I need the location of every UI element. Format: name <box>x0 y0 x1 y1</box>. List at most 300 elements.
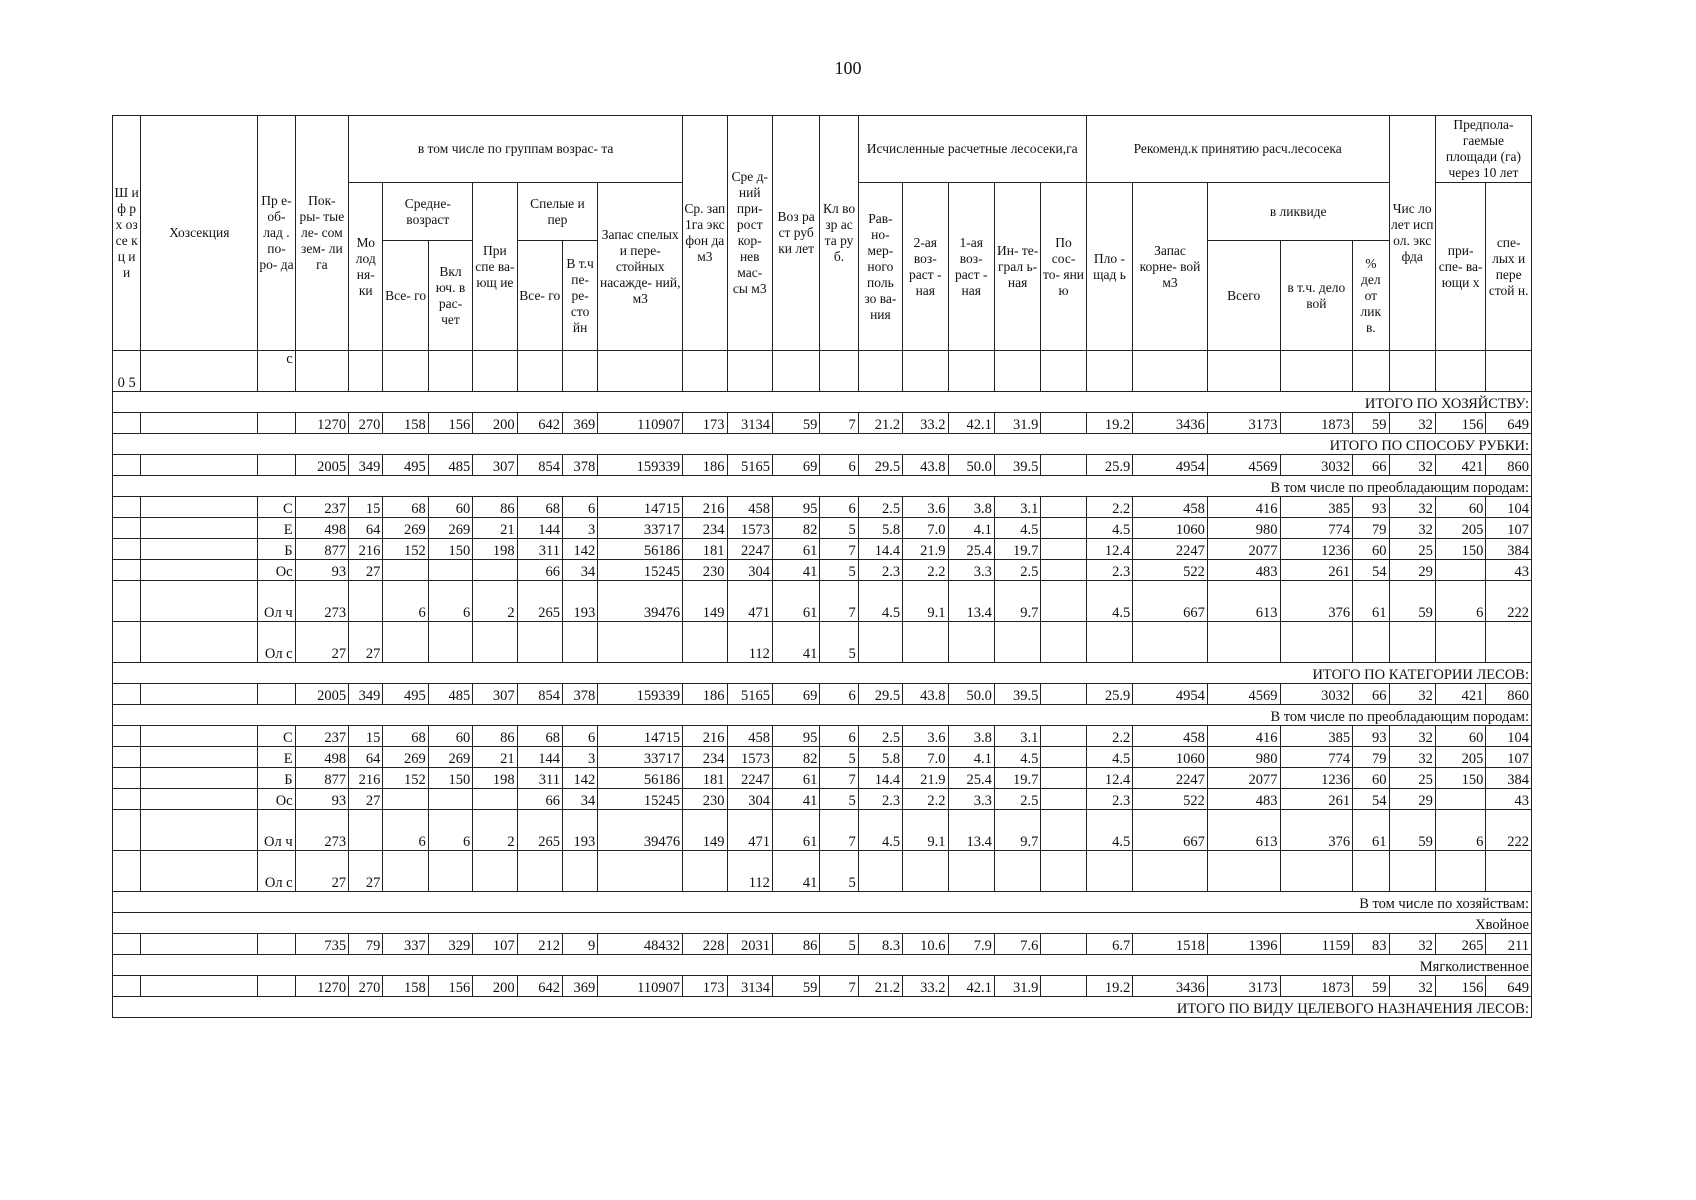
header-chislo-let: Чис ло лет исп ол. экс фда <box>1389 116 1435 351</box>
section-label: В том числе по преобладающим породам: <box>113 705 1532 726</box>
table-cell <box>141 622 258 663</box>
table-cell <box>1133 851 1208 892</box>
table-cell: 110907 <box>598 976 683 997</box>
table-cell: 152 <box>383 768 428 789</box>
header-likvid-delovoy: в т.ч. дело вой <box>1280 241 1353 351</box>
table-cell: 7 <box>820 413 858 434</box>
table-cell: 6 <box>383 581 428 622</box>
table-cell: 1236 <box>1280 768 1353 789</box>
table-cell: 265 <box>1435 934 1485 955</box>
species-cell <box>258 455 295 476</box>
header-po-sostoyaniyu: По сос- то- яни ю <box>1041 183 1086 351</box>
table-cell: 59 <box>1353 976 1389 997</box>
code-poroda: с <box>258 351 295 392</box>
table-cell <box>349 810 383 851</box>
table-cell: 198 <box>473 539 517 560</box>
table-cell: 1873 <box>1280 976 1353 997</box>
table-cell <box>1041 976 1086 997</box>
table-cell: 2247 <box>1133 539 1208 560</box>
table-cell: 273 <box>295 810 348 851</box>
table-cell: 485 <box>428 455 472 476</box>
table-cell: 59 <box>1353 413 1389 434</box>
page-number: 100 <box>834 58 862 78</box>
table-cell: 1060 <box>1133 747 1208 768</box>
table-cell: 378 <box>562 455 597 476</box>
table-row <box>113 539 1532 560</box>
table-cell: 59 <box>1389 810 1435 851</box>
section-label: ИТОГО ПО ХОЗЯЙСТВУ: <box>113 392 1532 413</box>
table-cell: 15245 <box>598 560 683 581</box>
table-cell: 270 <box>349 976 383 997</box>
table-cell: 1159 <box>1280 934 1353 955</box>
code-shifr: 0 5 <box>113 351 141 392</box>
table-cell: 211 <box>1486 934 1532 955</box>
table-cell: 25.9 <box>1086 684 1132 705</box>
table-cell: 79 <box>1353 747 1389 768</box>
table-cell: 4.1 <box>948 747 994 768</box>
section-row <box>113 705 1532 726</box>
section-row <box>113 476 1532 497</box>
table-cell: 522 <box>1133 789 1208 810</box>
table-cell: 83 <box>1353 934 1389 955</box>
table-cell: 61 <box>1353 581 1389 622</box>
table-cell: 31.9 <box>994 976 1040 997</box>
header-pokrytye-lesom: Пок- ры- тые ле- сом зем- ли га <box>295 116 348 351</box>
table-cell: 29.5 <box>858 684 902 705</box>
table-cell: 27 <box>349 851 383 892</box>
table-cell: 6.7 <box>1086 934 1132 955</box>
table-row <box>113 622 1532 663</box>
table-cell <box>683 851 727 892</box>
table-cell: 3 <box>562 518 597 539</box>
table-cell: 93 <box>295 789 348 810</box>
table-cell: 32 <box>1389 518 1435 539</box>
table-cell <box>1041 622 1086 663</box>
table-cell: 60 <box>1353 768 1389 789</box>
table-cell <box>113 539 141 560</box>
table-cell <box>428 851 472 892</box>
table-cell: 5 <box>820 789 858 810</box>
table-cell: 774 <box>1280 747 1353 768</box>
table-cell: 2.3 <box>858 560 902 581</box>
table-cell: 2.2 <box>903 560 948 581</box>
table-cell: 32 <box>1389 455 1435 476</box>
table-cell: 41 <box>772 622 819 663</box>
table-cell: 4.5 <box>1086 810 1132 851</box>
table-cell: 4954 <box>1133 455 1208 476</box>
table-cell: 498 <box>295 518 348 539</box>
table-cell: 2.5 <box>858 726 902 747</box>
table-cell: 4.5 <box>994 747 1040 768</box>
section-label: ИТОГО ПО КАТЕГОРИИ ЛЕСОВ: <box>113 663 1532 684</box>
header-preobl-poroda: Пр е- об- лад . по- ро- да <box>258 116 295 351</box>
table-cell: 149 <box>683 810 727 851</box>
section-row <box>113 392 1532 413</box>
table-cell: 25 <box>1389 539 1435 560</box>
table-cell: 144 <box>517 518 562 539</box>
table-cell: 59 <box>1389 581 1435 622</box>
table-cell <box>113 726 141 747</box>
table-cell: 181 <box>683 768 727 789</box>
table-cell: 6 <box>428 581 472 622</box>
table-cell: 860 <box>1486 455 1532 476</box>
table-cell: 39.5 <box>994 684 1040 705</box>
table-row <box>113 747 1532 768</box>
table-row <box>113 976 1532 997</box>
table-cell: 5 <box>820 851 858 892</box>
table-cell: 150 <box>1435 539 1485 560</box>
table-cell: 378 <box>562 684 597 705</box>
table-cell: 156 <box>428 413 472 434</box>
table-cell: 6 <box>1435 581 1485 622</box>
table-cell <box>1435 560 1485 581</box>
species-cell: С <box>258 497 295 518</box>
header-zapas-kornevoy: Запас корне- вой м3 <box>1133 183 1208 351</box>
table-cell: 15 <box>349 497 383 518</box>
table-cell: 304 <box>727 560 772 581</box>
table-cell: 42.1 <box>948 413 994 434</box>
species-cell <box>258 413 295 434</box>
table-cell <box>1041 455 1086 476</box>
table-cell: 311 <box>517 539 562 560</box>
table-row <box>113 518 1532 539</box>
table-cell <box>113 581 141 622</box>
header-spelykh-perestoynykh: спе- лых и пере стой н. <box>1486 183 1532 351</box>
table-cell <box>141 851 258 892</box>
table-cell: 27 <box>349 622 383 663</box>
table-cell: 50.0 <box>948 455 994 476</box>
table-cell: 980 <box>1207 518 1280 539</box>
table-cell: 32 <box>1389 413 1435 434</box>
table-cell: 29.5 <box>858 455 902 476</box>
table-cell: 3.8 <box>948 726 994 747</box>
table-row <box>113 851 1532 892</box>
section-label: ИТОГО ПО СПОСОБУ РУБКИ: <box>113 434 1532 455</box>
table-cell: 60 <box>1353 539 1389 560</box>
header-sr-zapas: Ср. зап 1га экс фон да м3 <box>683 116 727 351</box>
table-cell: 384 <box>1486 539 1532 560</box>
table-cell: 200 <box>473 976 517 997</box>
species-cell: Ол ч <box>258 581 295 622</box>
table-cell: 104 <box>1486 497 1532 518</box>
table-cell: 32 <box>1389 976 1435 997</box>
table-cell: 43 <box>1486 560 1532 581</box>
table-cell <box>562 851 597 892</box>
table-cell: 2.3 <box>1086 560 1132 581</box>
table-cell: 495 <box>383 455 428 476</box>
table-cell: 4.1 <box>948 518 994 539</box>
table-cell <box>1086 622 1132 663</box>
table-row <box>113 726 1532 747</box>
species-cell: Е <box>258 518 295 539</box>
table-cell: 13.4 <box>948 581 994 622</box>
table-cell: 19.7 <box>994 539 1040 560</box>
table-cell: 6 <box>820 684 858 705</box>
table-cell: 2.5 <box>994 560 1040 581</box>
table-cell: 173 <box>683 413 727 434</box>
forest-report-table <box>112 115 1532 1018</box>
table-cell: 205 <box>1435 518 1485 539</box>
table-cell: 3.1 <box>994 497 1040 518</box>
table-cell: 2005 <box>295 684 348 705</box>
table-cell <box>113 622 141 663</box>
species-cell: Ос <box>258 560 295 581</box>
table-cell: 14715 <box>598 726 683 747</box>
table-cell: 3 <box>562 747 597 768</box>
table-cell <box>517 851 562 892</box>
table-cell: 42.1 <box>948 976 994 997</box>
header-likvid-vsego: Всего <box>1207 241 1280 351</box>
table-cell: 1236 <box>1280 539 1353 560</box>
table-cell: 149 <box>683 581 727 622</box>
table-cell: 21.9 <box>903 539 948 560</box>
table-cell: 212 <box>517 934 562 955</box>
species-cell: С <box>258 726 295 747</box>
table-cell: 273 <box>295 581 348 622</box>
table-cell: 10.6 <box>903 934 948 955</box>
table-cell: 12.4 <box>1086 539 1132 560</box>
table-cell <box>141 455 258 476</box>
header-srednevozrast-vsego: Все- го <box>383 241 428 351</box>
table-cell: 307 <box>473 684 517 705</box>
table-cell: 5 <box>820 518 858 539</box>
table-cell: 2005 <box>295 455 348 476</box>
table-cell: 1573 <box>727 518 772 539</box>
table-cell: 4569 <box>1207 684 1280 705</box>
table-cell: 5 <box>820 622 858 663</box>
table-cell: 60 <box>428 497 472 518</box>
table-cell: 193 <box>562 810 597 851</box>
table-cell <box>141 789 258 810</box>
table-cell <box>141 976 258 997</box>
table-cell: 9 <box>562 934 597 955</box>
header-ischislennye: Исчисленные расчетные лесосеки,га <box>858 116 1086 183</box>
table-cell: 3.8 <box>948 497 994 518</box>
table-cell <box>948 622 994 663</box>
table-cell: 33.2 <box>903 976 948 997</box>
table-cell: 2.2 <box>1086 497 1132 518</box>
table-cell <box>113 810 141 851</box>
table-cell: 173 <box>683 976 727 997</box>
table-cell <box>428 560 472 581</box>
table-cell: 9.1 <box>903 810 948 851</box>
table-cell: 471 <box>727 581 772 622</box>
table-cell: 237 <box>295 726 348 747</box>
table-cell: 86 <box>772 934 819 955</box>
table-cell: 14715 <box>598 497 683 518</box>
header-srednevozrast-vkl: Вкл юч. в рас- чет <box>428 241 472 351</box>
table-cell: 237 <box>295 497 348 518</box>
table-cell: 667 <box>1133 810 1208 851</box>
table-cell: 337 <box>383 934 428 955</box>
table-cell: 498 <box>295 747 348 768</box>
table-cell: 29 <box>1389 789 1435 810</box>
table-row <box>113 768 1532 789</box>
table-cell: 6 <box>428 810 472 851</box>
table-cell <box>562 622 597 663</box>
table-cell <box>598 851 683 892</box>
table-cell: 21 <box>473 518 517 539</box>
table-cell: 110907 <box>598 413 683 434</box>
table-cell: 495 <box>383 684 428 705</box>
table-cell: 613 <box>1207 810 1280 851</box>
table-cell: 33717 <box>598 747 683 768</box>
table-cell: 60 <box>1435 497 1485 518</box>
table-cell: 230 <box>683 789 727 810</box>
table-row <box>113 413 1532 434</box>
table-cell: 66 <box>1353 455 1389 476</box>
table-cell: 150 <box>428 768 472 789</box>
table-cell: 642 <box>517 413 562 434</box>
table-cell: 186 <box>683 684 727 705</box>
table-cell: 112 <box>727 851 772 892</box>
table-cell: 41 <box>772 851 819 892</box>
table-cell <box>994 851 1040 892</box>
table-cell: 34 <box>562 789 597 810</box>
table-cell: 54 <box>1353 560 1389 581</box>
header-khozsektsia: Хозсекция <box>141 116 258 351</box>
table-cell: 7.0 <box>903 518 948 539</box>
table-cell: 112 <box>727 622 772 663</box>
table-cell: 29 <box>1389 560 1435 581</box>
table-cell <box>113 518 141 539</box>
table-cell <box>473 560 517 581</box>
table-cell: 50.0 <box>948 684 994 705</box>
table-cell: 31.9 <box>994 413 1040 434</box>
table-cell <box>858 851 902 892</box>
table-cell: 1270 <box>295 976 348 997</box>
table-cell: 376 <box>1280 810 1353 851</box>
table-cell <box>428 622 472 663</box>
table-cell: 41 <box>772 560 819 581</box>
table-cell: 222 <box>1486 810 1532 851</box>
table-cell <box>113 413 141 434</box>
table-cell <box>1041 560 1086 581</box>
section-label: Хвойное <box>113 913 1532 934</box>
table-cell: 68 <box>383 726 428 747</box>
table-cell: 2.5 <box>858 497 902 518</box>
section-row <box>113 434 1532 455</box>
section-row <box>113 913 1532 934</box>
table-cell: 150 <box>1435 768 1485 789</box>
table-cell <box>141 810 258 851</box>
table-cell: 2031 <box>727 934 772 955</box>
header-ploshchad: Пло - щад ь <box>1086 183 1132 351</box>
table-cell: 59 <box>772 413 819 434</box>
table-cell: 61 <box>772 768 819 789</box>
table-cell: 181 <box>683 539 727 560</box>
species-cell <box>258 934 295 955</box>
section-row <box>113 892 1532 913</box>
table-cell: 14.4 <box>858 539 902 560</box>
section-label: В том числе по хозяйствам: <box>113 892 1532 913</box>
table-cell: 198 <box>473 768 517 789</box>
table-cell: 4.5 <box>858 810 902 851</box>
table-cell: 369 <box>562 976 597 997</box>
table-cell: 980 <box>1207 747 1280 768</box>
table-cell: 193 <box>562 581 597 622</box>
table-cell <box>383 560 428 581</box>
table-cell: 261 <box>1280 789 1353 810</box>
table-row <box>113 581 1532 622</box>
table-cell: 205 <box>1435 747 1485 768</box>
table-cell: 152 <box>383 539 428 560</box>
table-cell: 261 <box>1280 560 1353 581</box>
table-cell <box>1280 622 1353 663</box>
table-cell <box>141 539 258 560</box>
table-cell <box>1041 581 1086 622</box>
table-cell: 21 <box>473 747 517 768</box>
table-row <box>113 455 1532 476</box>
table-cell <box>1435 622 1485 663</box>
table-cell: 93 <box>1353 497 1389 518</box>
table-cell: 69 <box>772 455 819 476</box>
table-cell: 86 <box>473 726 517 747</box>
table-cell <box>1486 622 1532 663</box>
table-cell: 1518 <box>1133 934 1208 955</box>
header-shifr: Ш и ф р х оз се к ц и и <box>113 116 141 351</box>
table-cell: 33717 <box>598 518 683 539</box>
table-cell: 41 <box>772 789 819 810</box>
table-cell: 66 <box>1353 684 1389 705</box>
table-cell <box>1435 851 1485 892</box>
table-cell <box>428 789 472 810</box>
table-cell: 4.5 <box>1086 581 1132 622</box>
table-cell <box>141 747 258 768</box>
table-cell: 9.7 <box>994 810 1040 851</box>
header-predpolagaemye: Предпола- гаемые площади (га) через 10 лет <box>1435 116 1531 183</box>
table-cell: 735 <box>295 934 348 955</box>
table-cell: 269 <box>383 518 428 539</box>
species-cell: Ос <box>258 789 295 810</box>
table-cell <box>1353 851 1389 892</box>
table-cell: 860 <box>1486 684 1532 705</box>
table-cell: 19.7 <box>994 768 1040 789</box>
table-cell: 56186 <box>598 539 683 560</box>
table-cell: 86 <box>473 497 517 518</box>
table-row <box>113 497 1532 518</box>
table-cell: 93 <box>295 560 348 581</box>
table-cell: 5 <box>820 747 858 768</box>
table-cell: 216 <box>683 497 727 518</box>
table-cell <box>113 789 141 810</box>
table-cell <box>113 934 141 955</box>
species-cell: Ол с <box>258 851 295 892</box>
table-cell: 3032 <box>1280 455 1353 476</box>
table-cell: 3436 <box>1133 413 1208 434</box>
table-cell: 61 <box>772 539 819 560</box>
table-cell: 34 <box>562 560 597 581</box>
header-pct-delovoy: % дел от лик в. <box>1353 241 1389 351</box>
table-cell <box>473 622 517 663</box>
table-cell: 61 <box>772 810 819 851</box>
table-cell: 2247 <box>1133 768 1208 789</box>
table-cell: 5165 <box>727 455 772 476</box>
table-cell: 27 <box>349 560 383 581</box>
table-cell: 2247 <box>727 539 772 560</box>
table-cell <box>1041 539 1086 560</box>
header-vozrast-rubki: Воз ра ст руб ки лет <box>772 116 819 351</box>
table-cell: 15 <box>349 726 383 747</box>
table-cell: 416 <box>1207 726 1280 747</box>
species-cell: Е <box>258 747 295 768</box>
table-cell <box>1041 851 1086 892</box>
table-cell: 1573 <box>727 747 772 768</box>
table-cell <box>683 622 727 663</box>
table-cell: 269 <box>383 747 428 768</box>
table-cell: 329 <box>428 934 472 955</box>
table-cell <box>383 789 428 810</box>
